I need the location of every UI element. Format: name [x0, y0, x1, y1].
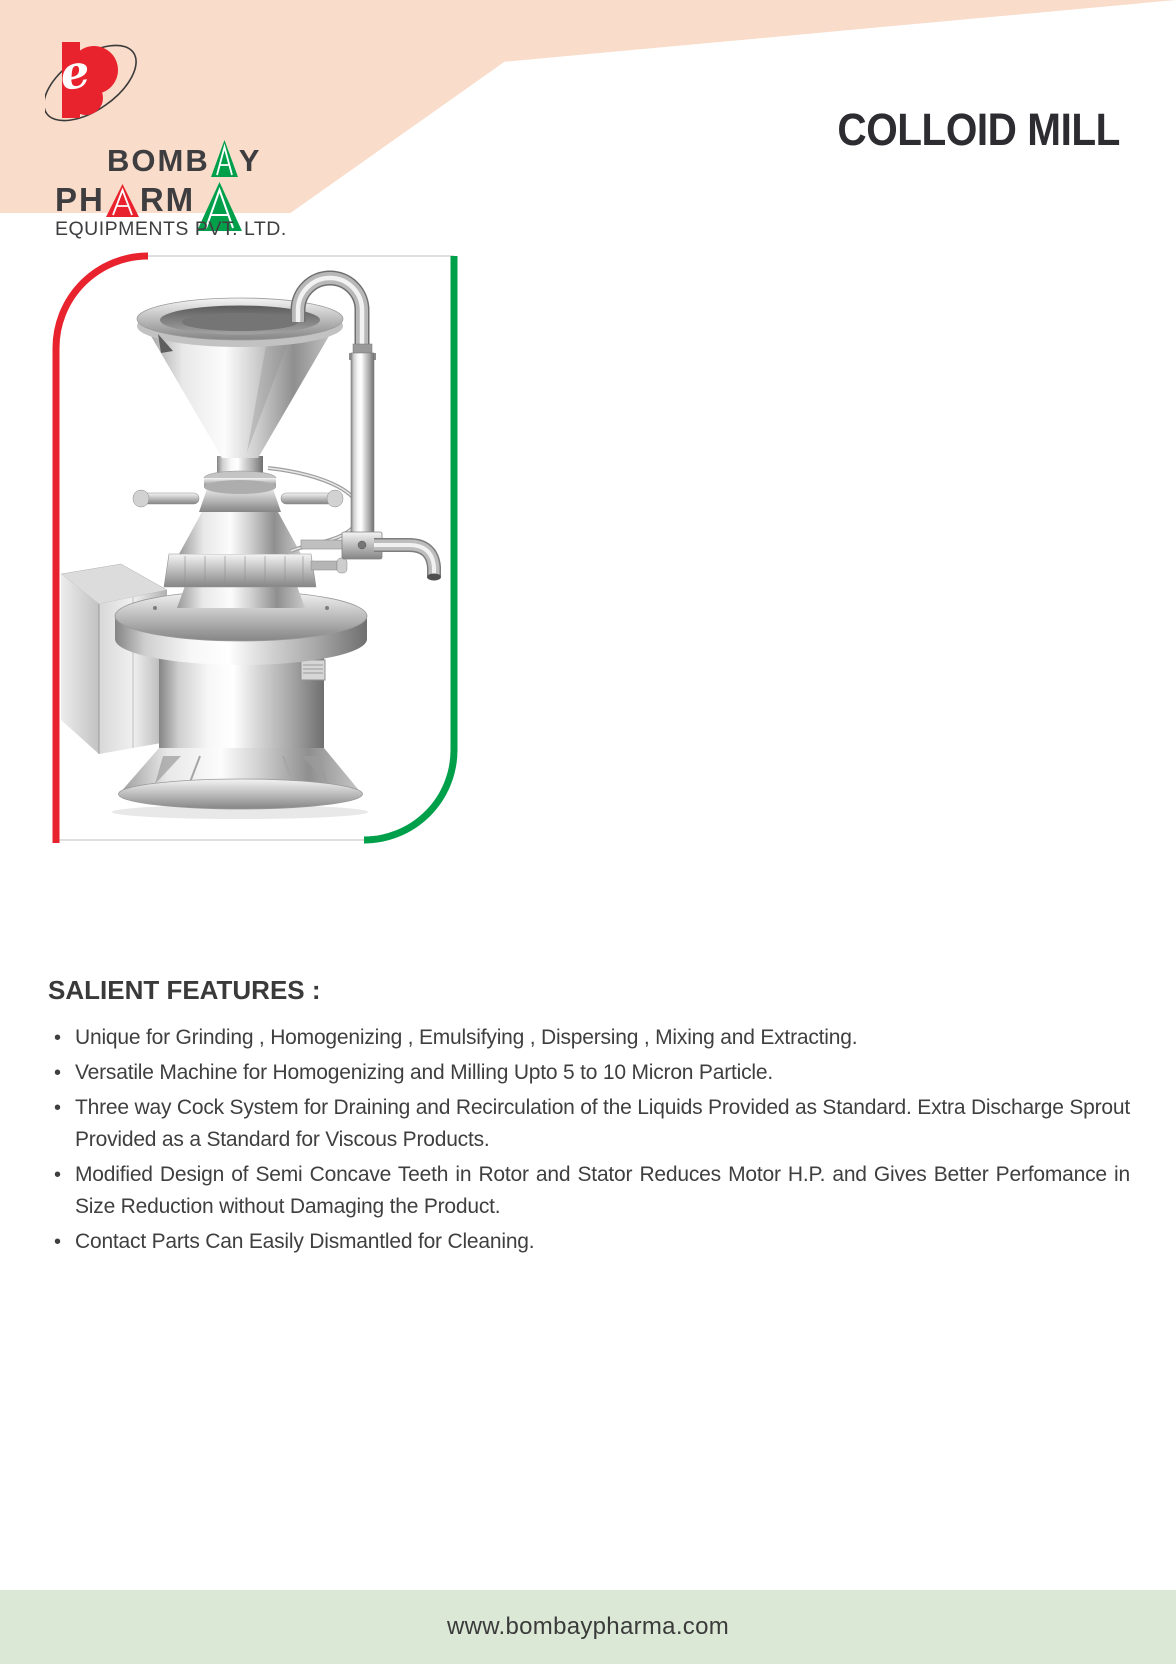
bullet-icon: • [54, 1062, 61, 1084]
machine-base [119, 748, 363, 809]
feature-item [48, 1022, 1130, 1054]
footer-band [0, 1590, 1176, 1664]
feature-text: Versatile Machine for Homogenizing and Milling Upto 5 to 10 Micron Particle. [75, 1061, 773, 1084]
logo-line-pharma [55, 182, 242, 216]
feature-text: Three way Cock System for Draining and Recirculation of the Liquids Provided as Standard. Extra Discharge Sprout Provided as a Standard for Viscous Products. [75, 1096, 1130, 1151]
bullet-icon: • [54, 1097, 61, 1119]
feature-item [48, 1226, 1130, 1258]
company-logo [45, 36, 295, 240]
bullet-icon: • [54, 1231, 61, 1253]
logo-text-y: Y [238, 143, 262, 178]
logo-text-bomb: BOMB [107, 143, 210, 178]
logo-text-rm: RM [139, 181, 196, 218]
logo-text-equipments: EQUIPMENTS PVT. LTD. [55, 218, 287, 240]
features-list [48, 1022, 1130, 1258]
grinding-head [164, 512, 347, 608]
feature-item [48, 1057, 1130, 1089]
colloid-mill-illustration [61, 278, 441, 819]
salient-features-section [48, 975, 1130, 1261]
website-url[interactable]: www.bombaypharma.com [446, 1613, 730, 1640]
motor-side-box [61, 564, 167, 754]
green-triangle-a-icon [211, 140, 238, 177]
logo-text-ph: PH [55, 181, 105, 218]
page-title: COLLOID MILL [837, 104, 1120, 155]
company-emblem-icon [45, 36, 141, 132]
bullet-icon: • [54, 1027, 61, 1049]
product-image [52, 252, 460, 847]
emblem-letter: e [56, 43, 94, 101]
frame-red-border [56, 256, 148, 843]
logo-line-bombay [107, 140, 261, 176]
logo-line-equipments [55, 218, 287, 241]
features-heading: SALIENT FEATURES : [48, 975, 321, 1005]
feature-text: Modified Design of Semi Concave Teeth in Rotor and Stator Reduces Motor H.P. and Gives Better Perfomance in Size Reduction without Damaging the Product. [75, 1163, 1130, 1218]
red-triangle-a-icon [106, 184, 139, 217]
funnel-neck [204, 456, 276, 494]
feature-item [48, 1159, 1130, 1223]
feature-text: Unique for Grinding , Homogenizing , Emulsifying , Dispersing , Mixing and Extracting. [75, 1026, 858, 1049]
feed-funnel [137, 298, 343, 458]
feature-text: Contact Parts Can Easily Dismantled for Cleaning. [75, 1230, 535, 1253]
bullet-icon: • [54, 1164, 61, 1186]
feature-item [48, 1092, 1130, 1156]
